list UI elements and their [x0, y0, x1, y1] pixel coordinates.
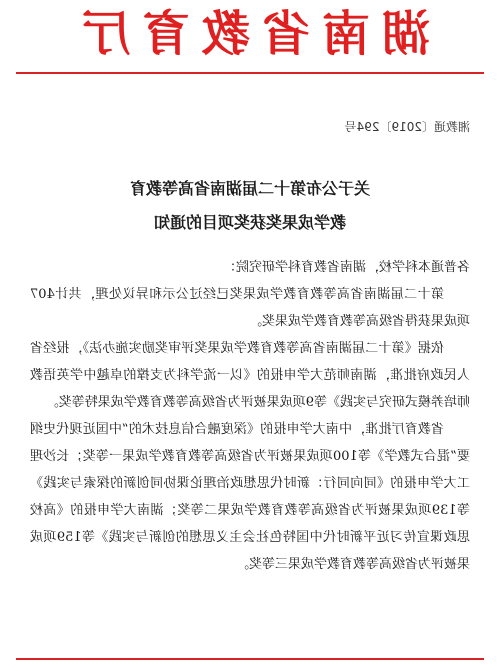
document-body — [30, 254, 470, 578]
document-title-line-2: 教学成果奖获奖项目的通知 — [154, 213, 347, 232]
document-title — [0, 172, 500, 240]
document-title-line-1: 关于公布第十二届湖南省高等教育 — [130, 179, 371, 198]
footer-red-rule — [16, 658, 484, 660]
issuing-authority-header: 湖南省教育厅 — [70, 6, 431, 62]
document-number: 湘教通〔2019〕294号 — [344, 120, 470, 134]
salutation: 各普通本科学校，湖南省教育科学研究院： — [222, 260, 470, 275]
paragraph-3: 省教育厅批准，中南大学申报的《深度融合信息技术的“中国近现代史纲要”混合式教学》等100项成果被评为省级高等教育教学成果一等奖；长沙理工大学申报的《同向同行：新时代思想政治理论课协同创新的探索与实践》等139项成果被评为省级高等教育教学成果二等奖；湖南大学申报的《高校思政课宣传习近平新时代中国特色社会主义思想的创新与实践》等159项成果被评为省级高等教育教学成果三等奖。 — [30, 422, 470, 572]
paragraph-2: 依据《第十二届湖南省高等教育教学成果奖评审奖励实施办法》，报经省人民政府批准，湖南师范大学申报的《以一流学科为支撑的卓越中学英语教师培养模式研究与实践》等9项成果被评为省级高等教育教学成果特等奖。 — [30, 341, 470, 410]
header-red-rule — [16, 72, 484, 74]
paragraph-1: 第十二届湖南省高等教育教学成果奖已经过公示和异议处理，共计407项成果获得省级高等教育教学成果奖。 — [30, 287, 470, 329]
